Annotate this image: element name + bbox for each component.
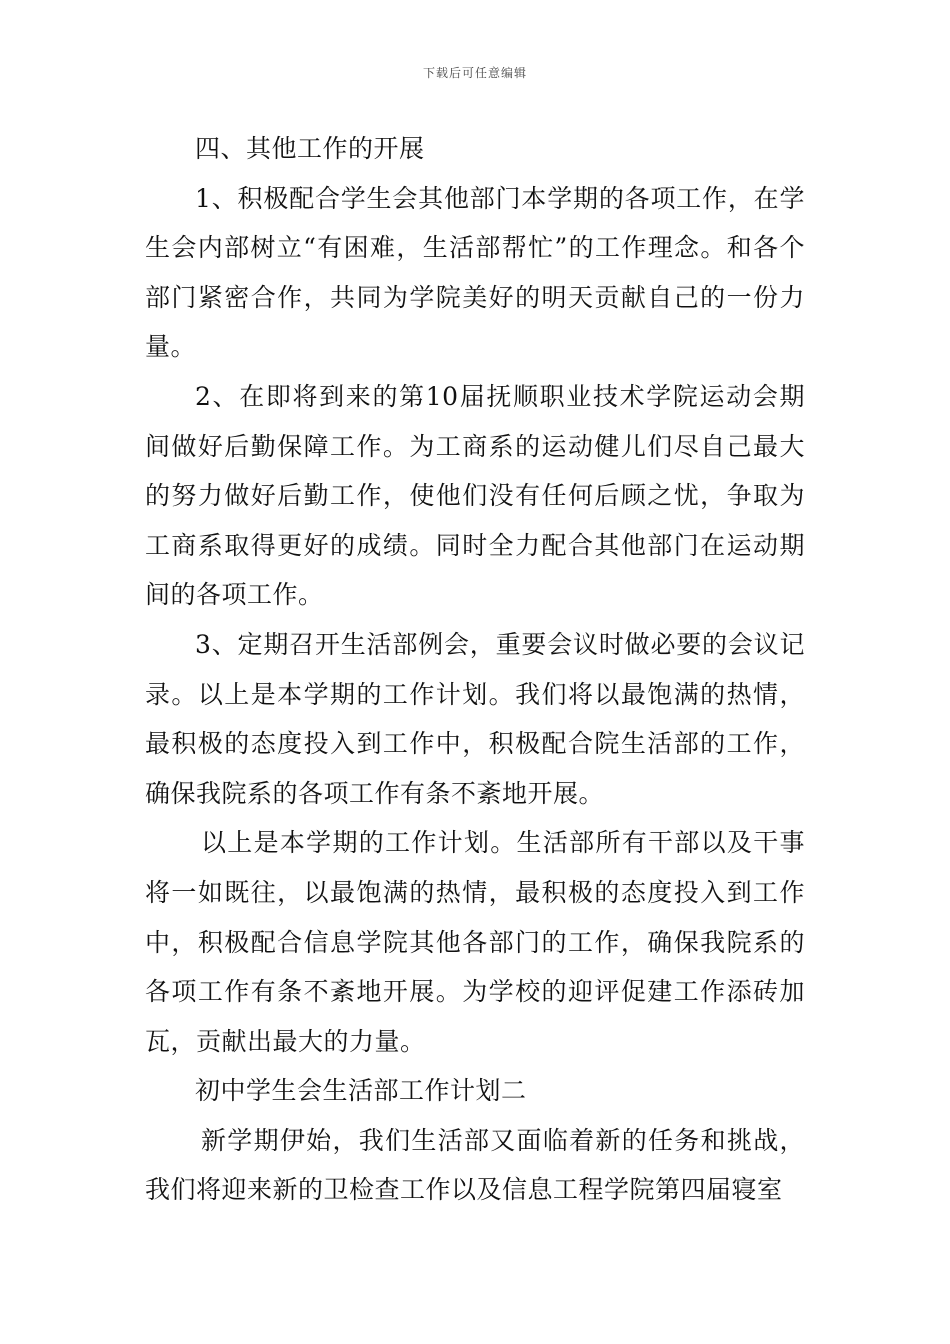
section-heading: 四、其他工作的开展	[195, 134, 425, 163]
plan2-intro: 新学期伊始，我们生活部又面临着新的任务和挑战，我们将迎来新的卫检查工作以及信息工程学院第四届寝室	[145, 1125, 805, 1205]
plan2-title: 初中学生会生活部工作计划二	[195, 1076, 527, 1106]
document-body	[145, 124, 805, 1215]
paragraph-item-1: 1、积极配合学生会其他部门本学期的各项工作，在学生会内部树立“有困难，生活部帮忙”的工作理念。和各个部门紧密合作，共同为学院美好的明天贡献自己的一份力量。	[145, 183, 805, 362]
page-header-note: 下载后可任意编辑	[422, 66, 527, 80]
paragraph-item-2: 2、在即将到来的第10届抚顺职业技术学院运动会期间做好后勤保障工作。为工商系的运动健儿们尽自己最大的努力做好后勤工作，使他们没有任何后顾之忧，争取为工商系取得更好的成绩。同时全力配合其他部门在运动期间的各项工作。	[145, 381, 805, 610]
paragraph-summary: 以上是本学期的工作计划。生活部所有干部以及干事将一如既往，以最饱满的热情，最积极的态度投入到工作中，积极配合信息学院其他各部门的工作，确保我院系的各项工作有条不紊地开展。为学校的迎评促建工作添砖加瓦，贡献出最大的力量。	[145, 828, 805, 1056]
paragraph-item-3: 3、定期召开生活部例会，重要会议时做必要的会议记录。以上是本学期的工作计划。我们将以最饱满的热情，最积极的态度投入到工作中，积极配合院生活部的工作，确保我院系的各项工作有条不紊地开展。	[145, 629, 805, 808]
